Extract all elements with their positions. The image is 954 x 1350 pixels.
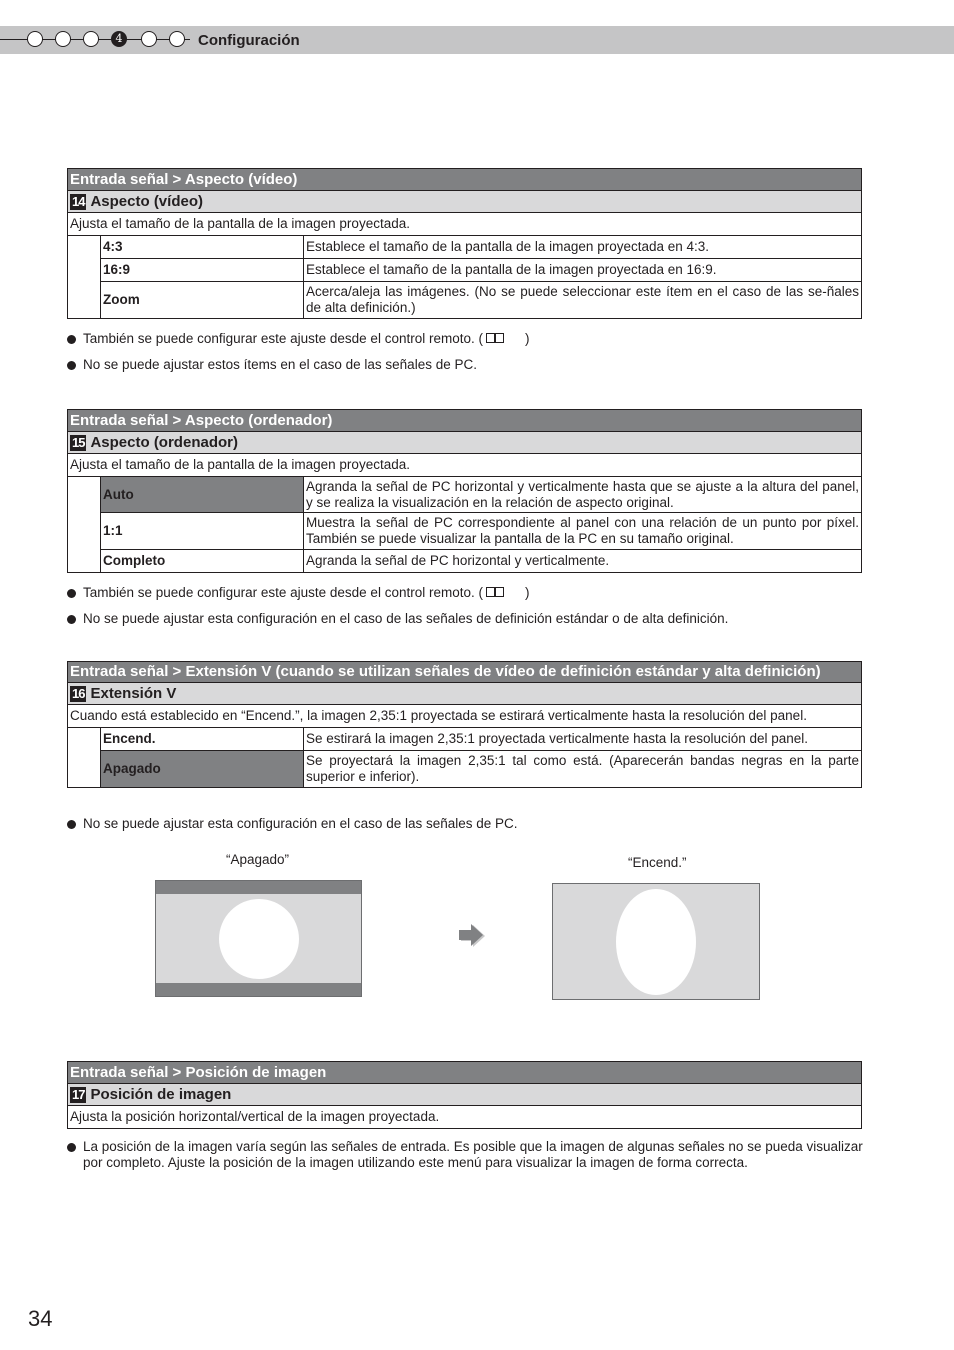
chapter-step-3: [83, 31, 99, 47]
note-remote-control: También se puede configurar este ajuste desde el control remoto. ( ): [67, 331, 867, 347]
black-band-top: [156, 881, 361, 894]
item-name: Aspecto (vídeo): [90, 193, 203, 210]
item-name: Aspecto (ordenador): [90, 434, 238, 451]
section-header: Entrada señal > Extensión V (cuando se utilizan señales de vídeo de definición estándar y alta definición): [68, 662, 862, 683]
chapter-header-bar: [0, 26, 954, 54]
caption-encend: “Encend.”: [628, 855, 687, 870]
option-description: Muestra la señal de PC correspondiente al panel con una relación de un punto por píxel. También se puede visualizar la pantalla de la PC en su tamaño original.: [304, 513, 862, 550]
option-description: Se proyectará la imagen 2,35:1 tal como está. (Aparecerán bandas negras en la parte superior e inferior).: [304, 751, 862, 788]
option-label: Completo: [101, 550, 304, 573]
indent-cell: [68, 236, 101, 319]
option-label-selected: Apagado: [101, 751, 304, 788]
screen-encend-illustration: [552, 883, 760, 1000]
item-description: Cuando está establecido en “Encend.”, la imagen 2,35:1 proyectada se estirará verticalmente hasta la resolución del panel.: [68, 705, 862, 728]
indent-cell: [68, 477, 101, 573]
bullet-icon: [67, 1143, 76, 1152]
bullet-icon: [67, 335, 76, 344]
chapter-title: Configuración: [198, 32, 300, 49]
option-description: Establece el tamaño de la pantalla de la imagen proyectada en 16:9.: [304, 259, 862, 282]
note-image-position: La posición de la imagen varía según las señales de entrada. Es posible que la imagen de algunas señales no se pueda visualizar por completo. Ajuste la posición de la imagen utilizando este menú para visualizar la imagen de forma correcta.: [67, 1139, 867, 1171]
menu-table-posicion-imagen: [67, 1061, 862, 1129]
option-label: 4:3: [101, 236, 304, 259]
section-subheader: [68, 432, 862, 454]
option-description: Establece el tamaño de la pantalla de la imagen proyectada en 4:3.: [304, 236, 862, 259]
circle-original-shape: [219, 899, 299, 979]
item-number-badge: 15: [72, 435, 85, 450]
item-number-badge: 17: [72, 1087, 85, 1102]
option-description: Agranda la señal de PC horizontal y verticalmente.: [304, 550, 862, 573]
section-header: Entrada señal > Aspecto (ordenador): [68, 410, 862, 432]
section-header: Entrada señal > Aspecto (vídeo): [68, 169, 862, 191]
section-subheader: [68, 1084, 862, 1106]
note-pc-signal: No se puede ajustar estos ítems en el caso de las señales de PC.: [67, 357, 867, 373]
chapter-step-4-active: 4: [111, 31, 127, 47]
option-label-selected: Auto: [101, 477, 304, 513]
option-label: 16:9: [101, 259, 304, 282]
option-label: 1:1: [101, 513, 304, 550]
note-remote-control: También se puede configurar este ajuste desde el control remoto. ( ): [67, 585, 867, 601]
caption-apagado: “Apagado”: [226, 852, 290, 867]
item-description: Ajusta la posición horizontal/vertical de la imagen proyectada.: [68, 1106, 862, 1129]
chapter-step-6: [169, 31, 185, 47]
chapter-step-2: [55, 31, 71, 47]
bullet-icon: [67, 361, 76, 370]
ellipse-stretched-shape: [616, 889, 696, 995]
page-number: 34: [28, 1306, 53, 1331]
option-label: Encend.: [101, 728, 304, 751]
note-pc-signal: No se puede ajustar esta configuración en el caso de las señales de PC.: [67, 816, 867, 832]
indent-cell: [68, 728, 101, 788]
manual-reference-book-icon: [485, 587, 507, 598]
item-name: Posición de imagen: [90, 1086, 232, 1103]
note-sd-hd-signal: No se puede ajustar esta configuración en el caso de las señales de definición estándar o de alta definición.: [67, 611, 867, 627]
section-subheader: [68, 683, 862, 705]
option-description: Acerca/aleja las imágenes. (No se puede seleccionar este ítem en el caso de las se-ñales de alta definición.): [304, 282, 862, 319]
item-description: Ajusta el tamaño de la pantalla de la imagen proyectada.: [68, 213, 862, 236]
item-number-badge: 16: [72, 686, 85, 701]
arrow-right-icon: [458, 923, 488, 949]
black-band-bottom: [156, 983, 361, 996]
option-description: Agranda la señal de PC horizontal y verticalmente hasta que se ajuste a la altura del panel, y se realiza la visualización en la relación de aspecto original.: [304, 477, 862, 513]
chapter-step-1: [27, 31, 43, 47]
manual-reference-book-icon: [485, 333, 507, 344]
bullet-icon: [67, 615, 76, 624]
menu-table-aspecto-video: [67, 168, 862, 319]
item-description: Ajusta el tamaño de la pantalla de la imagen proyectada.: [68, 454, 862, 477]
item-number-badge: 14: [72, 194, 85, 209]
option-description: Se estirará la imagen 2,35:1 proyectada verticalmente hasta la resolución del panel.: [304, 728, 862, 751]
section-subheader: [68, 191, 862, 213]
section-header: Entrada señal > Posición de imagen: [68, 1062, 862, 1084]
chapter-step-5: [141, 31, 157, 47]
item-name: Extensión V: [90, 685, 177, 702]
bullet-icon: [67, 820, 76, 829]
menu-table-extension-v: [67, 661, 862, 788]
menu-table-aspecto-ordenador: [67, 409, 862, 573]
screen-apagado-illustration: [155, 880, 362, 997]
bullet-icon: [67, 589, 76, 598]
option-label: Zoom: [101, 282, 304, 319]
